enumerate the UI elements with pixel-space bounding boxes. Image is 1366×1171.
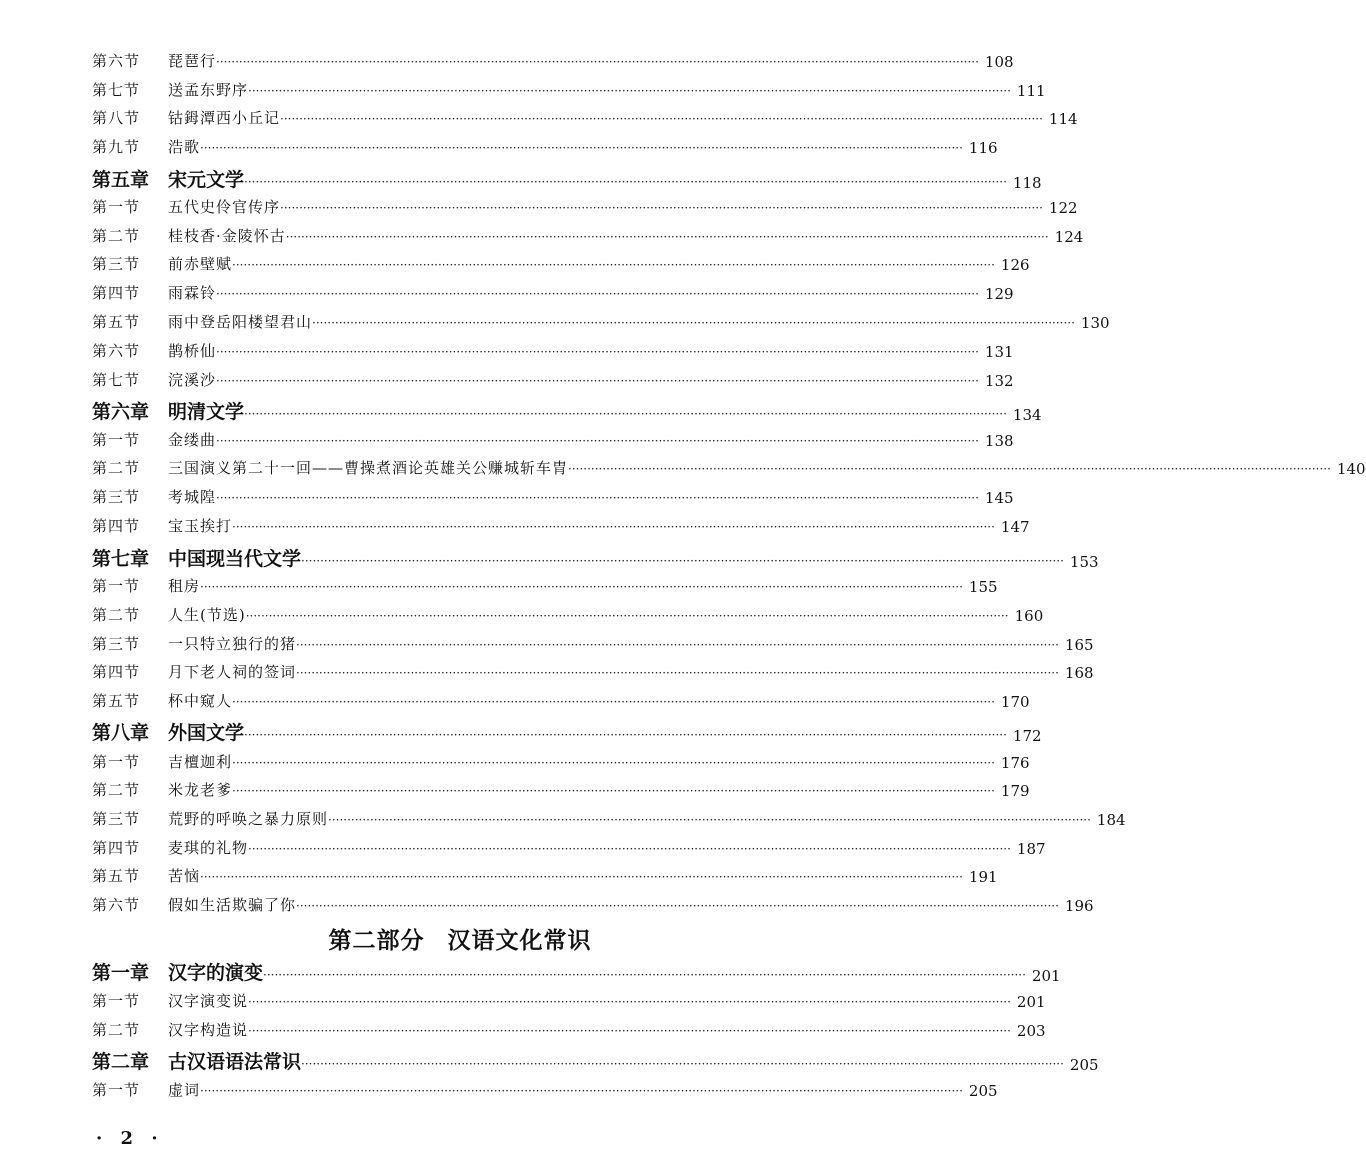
section-label: 第一节 xyxy=(92,577,141,595)
section-label: 第一节 xyxy=(92,198,141,216)
toc-section-row[interactable] xyxy=(92,456,1366,478)
toc-section-row[interactable] xyxy=(92,1078,998,1100)
dot-leader: ········································································································································································································ xyxy=(301,1057,1064,1071)
section-label: 第三节 xyxy=(92,635,141,653)
dot-leader: ········································································································································································································ xyxy=(296,899,1059,913)
toc-section-row[interactable] xyxy=(92,485,1014,507)
section-title: 雨霖铃 xyxy=(168,284,217,302)
section-title: 五代史伶官传序 xyxy=(168,198,281,216)
section-title: 人生(节选) xyxy=(168,606,246,624)
section-title: 前赤壁赋 xyxy=(168,255,233,273)
section-title: 假如生活欺骗了你 xyxy=(168,896,297,914)
dot-leader: ········································································································································································································ xyxy=(244,407,1007,421)
dot-leader: ········································································································································································································ xyxy=(200,141,963,155)
page-ref: 168 xyxy=(1064,664,1094,682)
toc-section-row[interactable] xyxy=(92,807,1126,829)
dot-leader: ········································································································································································································ xyxy=(248,995,1011,1009)
dot-leader: ········································································································································································································ xyxy=(232,756,995,770)
page-ref: 114 xyxy=(1048,110,1078,128)
toc-section-row[interactable] xyxy=(92,864,998,886)
page-ref: 205 xyxy=(1069,1056,1099,1074)
section-label: 第三节 xyxy=(92,810,141,828)
section-label: 第四节 xyxy=(92,663,141,681)
section-title: 米龙老爹 xyxy=(168,781,233,799)
dot-leader: ········································································································································································································ xyxy=(216,434,979,448)
section-title: 麦琪的礼物 xyxy=(168,839,249,857)
dot-leader: ········································································································································································································ xyxy=(328,813,1091,827)
page-ref: 134 xyxy=(1012,406,1042,424)
toc-chapter-row[interactable] xyxy=(92,959,1061,985)
section-title: 宝玉挨打 xyxy=(168,517,233,535)
page-ref: 153 xyxy=(1069,553,1099,571)
chapter-title: 外国文学 xyxy=(168,722,245,744)
section-label: 第五节 xyxy=(92,313,141,331)
section-title: 一只特立独行的猪 xyxy=(168,635,297,653)
toc-chapter-row[interactable] xyxy=(92,398,1042,424)
page-ref: 131 xyxy=(984,343,1014,361)
page-ref: 179 xyxy=(1000,782,1030,800)
toc-section-row[interactable] xyxy=(92,632,1094,654)
toc-chapter-row[interactable] xyxy=(92,545,1099,571)
page-ref: 165 xyxy=(1064,636,1094,654)
dot-leader: ········································································································································································································ xyxy=(248,842,1011,856)
toc-section-row[interactable] xyxy=(92,310,1110,332)
chapter-label: 第一章 xyxy=(92,962,150,984)
section-label: 第四节 xyxy=(92,284,141,302)
section-title: 汉字演变说 xyxy=(168,992,249,1010)
page-ref: 176 xyxy=(1000,754,1030,772)
section-title: 汉字构造说 xyxy=(168,1021,249,1039)
section-title: 杯中窥人 xyxy=(168,692,233,710)
page-number: · 2 · xyxy=(96,1128,164,1149)
chapter-label: 第七章 xyxy=(92,548,150,570)
dot-leader: ········································································································································································································ xyxy=(280,201,1043,215)
chapter-label: 第五章 xyxy=(92,169,150,191)
dot-leader: ········································································································································································································ xyxy=(244,175,1007,189)
toc-chapter-row[interactable] xyxy=(92,719,1042,745)
dot-leader: ········································································································································································································ xyxy=(216,491,979,505)
section-title: 租房 xyxy=(168,577,201,595)
page-ref: 130 xyxy=(1080,314,1110,332)
toc-section-row[interactable] xyxy=(92,78,1046,100)
toc-section-row[interactable] xyxy=(92,224,1084,246)
section-label: 第四节 xyxy=(92,839,141,857)
chapter-title: 中国现当代文学 xyxy=(168,548,302,570)
dot-leader: ········································································································································································································ xyxy=(296,666,1059,680)
page-ref: 201 xyxy=(1031,967,1061,985)
chapter-title: 古汉语语法常识 xyxy=(168,1051,302,1073)
chapter-title: 汉字的演变 xyxy=(168,962,264,984)
part-heading: 第二部分 汉语文化常识 xyxy=(328,928,592,954)
page-ref: 196 xyxy=(1064,897,1094,915)
toc-section-row[interactable] xyxy=(92,836,1046,858)
toc-section-row[interactable] xyxy=(92,195,1078,217)
section-label: 第二节 xyxy=(92,459,141,477)
page-ref: 201 xyxy=(1016,993,1046,1011)
dot-leader: ········································································································································································································ xyxy=(216,55,979,69)
dot-leader: ········································································································································································································ xyxy=(244,728,1007,742)
dot-leader: ········································································································································································································ xyxy=(232,695,995,709)
dot-leader: ········································································································································································································ xyxy=(216,345,979,359)
page-ref: 147 xyxy=(1000,518,1030,536)
toc-section-row[interactable] xyxy=(92,989,1046,1011)
page-ref: 160 xyxy=(1014,607,1044,625)
section-title: 浩歌 xyxy=(168,138,201,156)
toc-section-row[interactable] xyxy=(92,750,1030,772)
toc-section-row[interactable] xyxy=(92,428,1014,450)
dot-leader: ········································································································································································································ xyxy=(248,84,1011,98)
dot-leader: ········································································································································································································ xyxy=(296,638,1059,652)
page-ref: 116 xyxy=(968,139,998,157)
page-ref: 124 xyxy=(1054,228,1084,246)
dot-leader: ········································································································································································································ xyxy=(200,870,963,884)
section-title: 金缕曲 xyxy=(168,431,217,449)
section-label: 第一节 xyxy=(92,1081,141,1099)
page-ref: 170 xyxy=(1000,693,1030,711)
toc-section-row[interactable] xyxy=(92,368,1014,390)
page-ref: 172 xyxy=(1012,727,1042,745)
page-ref: 126 xyxy=(1000,256,1030,274)
page-ref: 155 xyxy=(968,578,998,596)
toc-section-row[interactable] xyxy=(92,514,1030,536)
dot-leader: ········································································································································································································ xyxy=(285,230,1049,244)
section-title: 考城隍 xyxy=(168,488,217,506)
dot-leader: ········································································································································································································ xyxy=(232,520,995,534)
toc-section-row[interactable] xyxy=(92,778,1030,800)
section-label: 第五节 xyxy=(92,867,141,885)
toc-section-row[interactable] xyxy=(92,660,1094,682)
section-label: 第四节 xyxy=(92,517,141,535)
section-title: 雨中登岳阳楼望君山 xyxy=(168,313,313,331)
section-label: 第二节 xyxy=(92,227,141,245)
section-title: 月下老人祠的签词 xyxy=(168,663,297,681)
toc-section-row[interactable] xyxy=(92,106,1078,128)
section-label: 第二节 xyxy=(92,1021,141,1039)
dot-leader: ········································································································································································································ xyxy=(263,968,1026,982)
toc-section-row[interactable] xyxy=(92,893,1094,915)
dot-leader: ········································································································································································································ xyxy=(568,462,1331,476)
section-title: 送孟东野序 xyxy=(168,81,249,99)
page-ref: 111 xyxy=(1016,82,1046,100)
chapter-label: 第二章 xyxy=(92,1051,150,1073)
section-label: 第六节 xyxy=(92,52,141,70)
dot-leader: ········································································································································································································ xyxy=(280,112,1043,126)
section-title: 钴鉧潭西小丘记 xyxy=(168,109,281,127)
dot-leader: ········································································································································································································ xyxy=(232,784,995,798)
section-label: 第二节 xyxy=(92,606,141,624)
section-label: 第二节 xyxy=(92,781,141,799)
section-label: 第一节 xyxy=(92,992,141,1010)
toc-chapter-row[interactable] xyxy=(92,166,1042,192)
dot-leader: ········································································································································································································ xyxy=(200,1084,963,1098)
section-label: 第三节 xyxy=(92,255,141,273)
section-label: 第一节 xyxy=(92,753,141,771)
page-ref: 191 xyxy=(968,868,998,886)
section-label: 第九节 xyxy=(92,138,141,156)
dot-leader: ········································································································································································································ xyxy=(245,609,1009,623)
section-title: 吉檀迦利 xyxy=(168,753,233,771)
dot-leader: ········································································································································································································ xyxy=(200,580,963,594)
page-ref: 132 xyxy=(984,372,1014,390)
section-title: 琵琶行 xyxy=(168,52,217,70)
section-label: 第七节 xyxy=(92,81,141,99)
toc-chapter-row[interactable] xyxy=(92,1048,1099,1074)
page-ref: 140 xyxy=(1336,460,1366,478)
toc-section-row[interactable] xyxy=(92,135,998,157)
section-title: 鹊桥仙 xyxy=(168,342,217,360)
section-label: 第六节 xyxy=(92,896,141,914)
toc-section-row[interactable] xyxy=(92,689,1030,711)
dot-leader: ········································································································································································································ xyxy=(232,258,995,272)
toc-section-row[interactable] xyxy=(92,252,1030,274)
section-label: 第五节 xyxy=(92,692,141,710)
chapter-label: 第八章 xyxy=(92,722,150,744)
toc-section-row[interactable] xyxy=(92,339,1014,361)
section-title: 桂枝香·金陵怀古 xyxy=(168,227,286,245)
toc-section-row[interactable] xyxy=(92,281,1014,303)
dot-leader: ········································································································································································································ xyxy=(216,287,979,301)
chapter-title: 宋元文学 xyxy=(168,169,245,191)
chapter-title: 明清文学 xyxy=(168,401,245,423)
page-ref: 138 xyxy=(984,432,1014,450)
section-label: 第八节 xyxy=(92,109,141,127)
section-label: 第六节 xyxy=(92,342,141,360)
page-ref: 118 xyxy=(1012,174,1042,192)
page-ref: 184 xyxy=(1096,811,1126,829)
page-ref: 145 xyxy=(984,489,1014,507)
toc-section-row[interactable] xyxy=(92,1018,1046,1040)
page-ref: 187 xyxy=(1016,840,1046,858)
page-ref: 203 xyxy=(1016,1022,1046,1040)
section-label: 第一节 xyxy=(92,431,141,449)
section-label: 第三节 xyxy=(92,488,141,506)
section-title: 苦恼 xyxy=(168,867,201,885)
page-ref: 122 xyxy=(1048,199,1078,217)
toc-section-row[interactable] xyxy=(92,603,1044,625)
dot-leader: ········································································································································································································ xyxy=(301,554,1064,568)
section-label: 第七节 xyxy=(92,371,141,389)
section-title: 虚词 xyxy=(168,1081,201,1099)
section-title: 三国演义第二十一回——曹操煮酒论英雄关公赚城斩车胄 xyxy=(168,459,569,477)
dot-leader: ········································································································································································································ xyxy=(312,316,1075,330)
page-ref: 205 xyxy=(968,1082,998,1100)
toc-section-row[interactable] xyxy=(92,49,1014,71)
page-ref: 108 xyxy=(984,53,1014,71)
page-ref: 129 xyxy=(984,285,1014,303)
section-title: 浣溪沙 xyxy=(168,371,217,389)
section-title: 荒野的呼唤之暴力原则 xyxy=(168,810,329,828)
chapter-label: 第六章 xyxy=(92,401,150,423)
toc-section-row[interactable] xyxy=(92,574,998,596)
dot-leader: ········································································································································································································ xyxy=(248,1024,1011,1038)
dot-leader: ········································································································································································································ xyxy=(216,374,979,388)
